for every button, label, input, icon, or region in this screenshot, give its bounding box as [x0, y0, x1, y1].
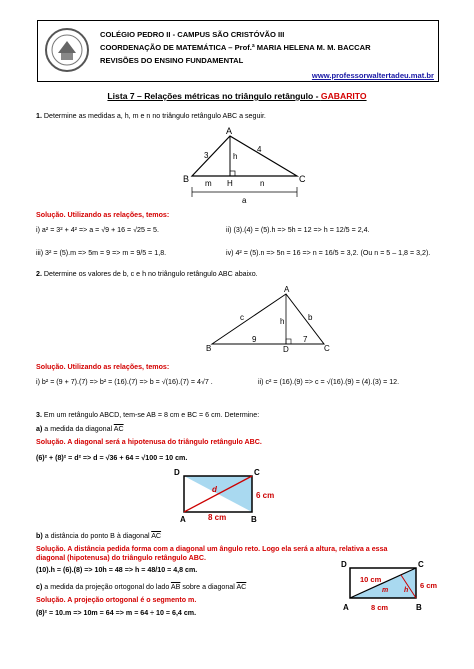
q2-label-C: C [324, 344, 330, 353]
q3f2-label-side: 6 cm [420, 581, 438, 590]
q2-label-b: b [308, 313, 313, 322]
q2-label-9: 9 [252, 335, 257, 344]
q1-label-3: 3 [204, 151, 209, 160]
q3f1-label-B: B [251, 515, 257, 524]
q3f1-label-D: D [174, 468, 180, 477]
q3f1-label-A: A [180, 515, 186, 524]
q3b-segment: $\overline{AC}$ [151, 532, 162, 540]
q3a-segment: $\overline{AC}$ [113, 425, 124, 433]
page-title [0, 91, 474, 101]
q1-text: Determine as medidas a, h, m e n no triângulo retângulo ABC a seguir. [43, 112, 266, 120]
website-link[interactable]: www.professorwaltertadeu.mat.br [311, 71, 434, 80]
q1-label-A: A [226, 126, 233, 136]
q3a-solution: Solução. A diagonal será a hipotenusa do triângulo retângulo ABC. [36, 438, 262, 446]
q3c-segment-2: $\overline{AC}$ [236, 583, 247, 591]
q1-label-B: B [183, 174, 190, 184]
q3f2-label-D: D [341, 560, 347, 569]
q3-text: Em um retângulo ABCD, tem-se AB = 8 cm e BC = 6 cm. Determine: [43, 411, 260, 419]
q1-number: 1. [36, 112, 42, 120]
q3b-solution-2: diagonal (hipotenusa) do triângulo retângulo ABC. [36, 554, 206, 562]
q2-label-A: A [284, 285, 290, 294]
q3f2-label-h: h [404, 587, 409, 594]
q3c-calc: (8)² = 10.m => 10m = 64 => m = 64 ÷ 10 = 6,4 cm. [36, 609, 197, 617]
q2-solution: Solução. Utilizando as relações, temos: [36, 363, 170, 371]
q3f2-label-m: m [382, 587, 389, 594]
school-logo [44, 27, 90, 73]
coordination: COORDENAÇÃO DE MATEMÁTICA – Prof.ª MARIA HELENA M. M. BACCAR [100, 43, 371, 52]
section-name: REVISÕES DO ENSINO FUNDAMENTAL [100, 56, 244, 65]
q3f1-label-d: d [212, 485, 217, 494]
q3f2-label-A: A [343, 603, 349, 612]
school-name: COLÉGIO PEDRO II - CAMPUS SÃO CRISTÓVÃO III [100, 30, 285, 39]
title-main: Lista 7 – Relações métricas no triângulo retângulo - [107, 91, 321, 101]
q3-figure-2 [338, 558, 446, 616]
q3b-solution-1: Solução. A distância pedida forma com a diagonal um ângulo reto. Logo ela será a altura, relativa a essa [36, 545, 388, 553]
q1-label-m: m [205, 179, 212, 188]
q3-figure-1 [172, 466, 282, 528]
title-highlight: GABARITO [320, 91, 367, 101]
q1-statement [36, 112, 266, 121]
q3-number: 3. [36, 411, 42, 419]
q3a-calc: (6)² + (8)² = d² => d = √36 + 64 = √100 = 10 cm. [36, 454, 188, 462]
q3b-text: a distância do ponto B à diagonal [44, 532, 150, 540]
q3a-label: a) [36, 425, 43, 433]
q3a-statement [36, 425, 124, 434]
q3c-label: c) [36, 583, 43, 591]
q3f1-label-C: C [254, 468, 260, 477]
q1-label-n: n [260, 179, 265, 188]
q1-label-4: 4 [257, 145, 262, 154]
q1-step-iii: iii) 3² = (5).m => 5m = 9 => m = 9/5 = 1,8. [36, 249, 167, 257]
q3f2-label-C: C [418, 560, 424, 569]
q1-solution: Solução. Utilizando as relações, temos: [36, 211, 170, 219]
q1-label-h: h [233, 152, 238, 161]
q2-label-c: c [240, 313, 244, 322]
q1-step-ii: ii) (3).(4) = (5).h => 5h = 12 => h = 12/5 = 2,4. [226, 226, 370, 234]
header-box [37, 20, 439, 82]
q3b-calc: (10).h = (6).(8) => 10h = 48 => h = 48/10 = 4,8 cm. [36, 566, 198, 574]
q2-statement [36, 270, 258, 279]
q2-label-7: 7 [303, 335, 308, 344]
q3c-text-1: a medida da projeção ortogonal do lado [44, 583, 170, 591]
q2-label-D: D [283, 345, 289, 354]
q2-label-B: B [206, 344, 212, 353]
q1-label-a: a [242, 196, 247, 205]
q3f2-label-B: B [416, 603, 422, 612]
q1-step-iv: iv) 4² = (5).n => 5n = 16 => n = 16/5 = 3,2. (Ou n = 5 – 1,8 = 3,2). [226, 249, 431, 257]
q3b-label: b) [36, 532, 43, 540]
q3a-text: a medida da diagonal [44, 425, 113, 433]
q1-label-C: C [299, 174, 306, 184]
q3f1-label-base: 8 cm [208, 513, 227, 522]
q3c-statement [36, 583, 246, 592]
q1-label-H: H [227, 179, 233, 188]
q3-statement [36, 411, 259, 420]
q2-number: 2. [36, 270, 42, 278]
q1-step-i: i) a² = 3² + 4² => a = √9 + 16 = √25 = 5. [36, 226, 159, 234]
q3c-segment-1: $\overline{AB}$ [170, 583, 181, 591]
q3f2-label-base: 8 cm [371, 603, 389, 612]
q3c-text-2: sobre a diagonal [182, 583, 235, 591]
q3b-statement [36, 532, 161, 541]
q3f1-label-side: 6 cm [256, 491, 275, 500]
q2-figure [200, 284, 340, 354]
q2-label-h: h [280, 317, 285, 326]
q2-step-i: i) b² = (9 + 7).(7) => b² = (16).(7) => b = √(16).(7) = 4√7 . [36, 378, 213, 386]
q1-figure [180, 126, 310, 206]
q3c-solution: Solução. A projeção ortogonal é o segmento m. [36, 596, 197, 604]
q2-text: Determine os valores de b, c e h no triângulo retângulo ABC abaixo. [43, 270, 258, 278]
q2-step-ii: ii) c² = (16).(9) => c = √(16).(9) = (4).(3) = 12. [258, 378, 400, 386]
q3f2-label-diag: 10 cm [360, 575, 382, 584]
